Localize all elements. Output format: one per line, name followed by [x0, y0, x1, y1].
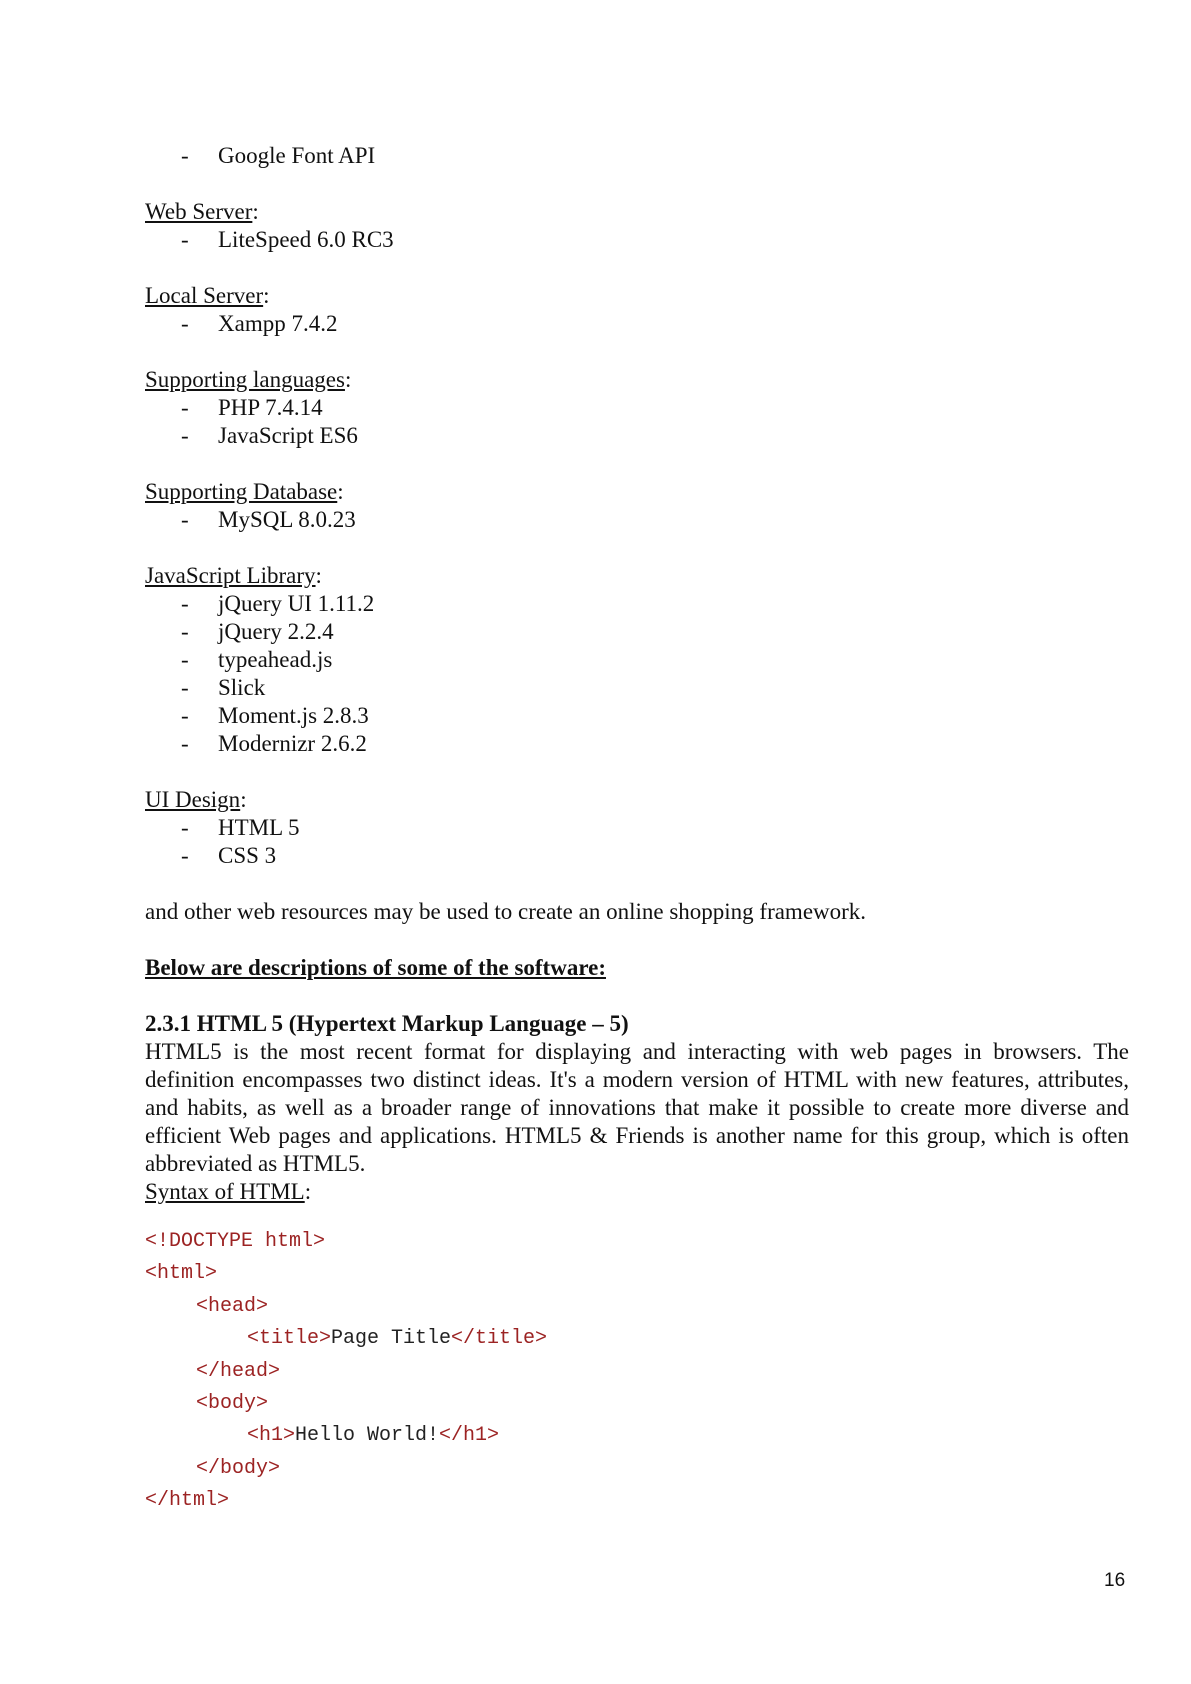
section-heading-colon: : [337, 479, 344, 504]
section-heading [145, 562, 1129, 590]
list-item-text: CSS 3 [218, 843, 277, 868]
section-heading-colon: : [252, 199, 259, 224]
section-paragraph: HTML5 is the most recent format for displaying and interacting with web pages in browsers. The definition encompasses two distinct ideas. It's a modern version of HTML with new features, attributes, and habits, as well as a broader range of innovations that make it possible to create more diverse and efficient Web pages and applications. HTML5 & Friends is another name for this group, which is often abbreviated as HTML5. [145, 1039, 1129, 1176]
code-line [145, 1453, 1129, 1485]
syntax-label: Syntax of HTML [145, 1179, 305, 1204]
code-tag: <html> [145, 1262, 218, 1286]
technology-list [145, 142, 1129, 870]
section-heading-colon: : [344, 367, 352, 392]
dash-bullet: - [181, 227, 189, 252]
list-item-text: typeahead.js [218, 647, 333, 672]
syntax-label-line [145, 1178, 1129, 1206]
list-item-text: JavaScript ES6 [218, 423, 358, 448]
page-content [145, 142, 1129, 1518]
dash-list [145, 590, 1129, 758]
dash-bullet: - [181, 815, 189, 840]
list-item [145, 702, 1129, 730]
list-item-text: Slick [218, 675, 266, 700]
dash-bullet: - [181, 703, 189, 728]
code-tag: <body> [196, 1392, 269, 1416]
list-item-text: Xampp 7.4.2 [218, 311, 338, 336]
section-title: 2.3.1 HTML 5 (Hypertext Markup Language – 5) [145, 1011, 629, 1036]
dash-list [145, 394, 1129, 450]
intro-text: and other web resources may be used to create an online shopping framework. [145, 899, 867, 924]
list-item [145, 730, 1129, 758]
dash-bullet: - [181, 311, 189, 336]
code-tag: </title> [451, 1327, 548, 1351]
list-item-text: LiteSpeed 6.0 RC3 [218, 227, 394, 252]
dash-list [145, 506, 1129, 534]
code-line [145, 1356, 1129, 1388]
section-heading-label: UI Design [145, 787, 241, 812]
section-heading-label: Supporting Database [145, 479, 338, 504]
dash-list [145, 226, 1129, 254]
section-heading-label: Web Server [145, 199, 253, 224]
list-item [145, 226, 1129, 254]
dash-bullet: - [181, 647, 189, 672]
list-item [145, 142, 1129, 170]
code-line [145, 1388, 1129, 1420]
code-tag: </head> [196, 1359, 281, 1383]
code-text: Page Title [331, 1327, 452, 1351]
code-sample [145, 1226, 1129, 1518]
section-heading [145, 366, 1129, 394]
section-heading-label: JavaScript Library [145, 563, 316, 588]
dash-list [145, 142, 1129, 170]
section-heading-label: Local Server [145, 283, 264, 308]
code-line [145, 1258, 1129, 1290]
section-heading [145, 282, 1129, 310]
list-item [145, 646, 1129, 674]
syntax-label-colon: : [304, 1179, 312, 1204]
code-tag: <h1> [247, 1424, 296, 1448]
dash-list [145, 310, 1129, 338]
code-line [145, 1226, 1129, 1258]
list-item-text: jQuery UI 1.11.2 [218, 591, 375, 616]
section-heading [145, 478, 1129, 506]
list-item [145, 422, 1129, 450]
section-heading-colon: : [263, 283, 270, 308]
dash-bullet: - [181, 143, 189, 168]
code-text: Hello World! [295, 1424, 440, 1448]
code-tag: <head> [196, 1294, 269, 1318]
section-heading-label: Supporting languages [145, 367, 345, 392]
list-item-text: Modernizr 2.6.2 [218, 731, 367, 756]
list-item [145, 310, 1129, 338]
section-heading [145, 198, 1129, 226]
list-item [145, 674, 1129, 702]
code-line [145, 1291, 1129, 1323]
code-line [145, 1420, 1129, 1452]
dash-bullet: - [181, 423, 189, 448]
dash-bullet: - [181, 619, 189, 644]
dash-bullet: - [181, 591, 189, 616]
list-item [145, 842, 1129, 870]
code-tag: <title> [247, 1327, 332, 1351]
code-line [145, 1485, 1129, 1517]
list-item [145, 618, 1129, 646]
descriptions-heading: Below are descriptions of some of the software: [145, 955, 606, 980]
dash-bullet: - [181, 675, 189, 700]
list-item-text: Google Font API [218, 143, 376, 168]
list-item-text: PHP 7.4.14 [218, 395, 323, 420]
list-item [145, 590, 1129, 618]
dash-bullet: - [181, 395, 189, 420]
list-item-text: Moment.js 2.8.3 [218, 703, 369, 728]
code-tag: </html> [145, 1489, 230, 1513]
page-number: 16 [1104, 1570, 1126, 1591]
list-item [145, 814, 1129, 842]
list-item-text: MySQL 8.0.23 [218, 507, 356, 532]
code-tag: </h1> [439, 1424, 500, 1448]
list-item-text: HTML 5 [218, 815, 300, 840]
dash-bullet: - [181, 731, 189, 756]
code-line [145, 1323, 1129, 1355]
list-item-text: jQuery 2.2.4 [218, 619, 334, 644]
list-item [145, 394, 1129, 422]
code-tag: </body> [196, 1456, 281, 1480]
dash-list [145, 814, 1129, 870]
section-heading [145, 786, 1129, 814]
code-tag: <!DOCTYPE html> [145, 1230, 326, 1253]
section-heading-colon: : [315, 563, 322, 588]
list-item [145, 506, 1129, 534]
section-heading-colon: : [240, 787, 247, 812]
dash-bullet: - [181, 843, 189, 868]
dash-bullet: - [181, 507, 189, 532]
